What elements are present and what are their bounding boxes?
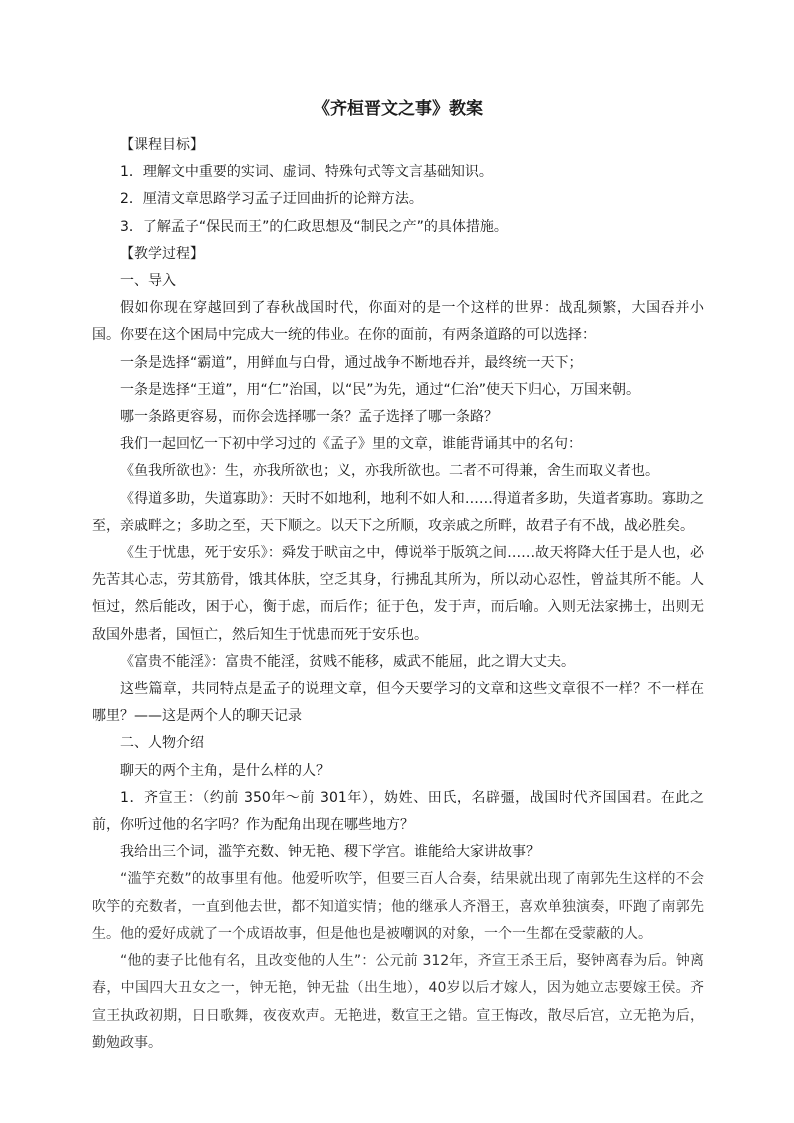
- paragraph: “滥竽充数”的故事里有他。他爱听吹竽，但要三百人合奏，结果就出现了南郭先生这样的不会吹竽的充数者，一直到他去世，都不知道实情；他的继承人齐湣王，喜欢单独演奏，吓跑了南郭先生。他的爱好成就了一个成语故事，但是他也是被嘲讽的对象，一个一生都在受蒙蔽的人。: [92, 871, 704, 942]
- paragraph: 我们一起回忆一下初中学习过的《孟子》里的文章，谁能背诵其中的名句：: [120, 436, 582, 453]
- document-body: [92, 132, 704, 1057]
- section-heading-objectives: 【课程目标】: [120, 137, 204, 153]
- paragraph: 哪一条路更容易，而你会选择哪一条？孟子选择了哪一条路？: [120, 409, 498, 426]
- quote-paragraph: 《富贵不能淫》：富贵不能淫，贫贱不能移，威武不能屈，此之谓大丈夫。: [120, 653, 575, 670]
- subheading-intro: 一、导入: [120, 273, 176, 290]
- quote-paragraph: 《生于忧患，死于安乐》：舜发于畎亩之中，傅说举于版筑之间……故天将降大任于是人也，必先苦其心志，劳其筋骨，饿其体肤，空乏其身，行拂乱其所为，所以动心忍性，曾益其所不能。人恒过，然后能改，困于心，衡于虑，而后作；征于色，发于声，而后喻。入则无法家拂士，出则无敌国外患者，国恒亡，然后知生于忧患而死于安乐也。: [92, 545, 704, 643]
- document-title: 《齐桓晋文之事》教案: [313, 99, 483, 119]
- objective-item-3: 3．了解孟子“保民而王”的仁政思想及“制民之产”的具体措施。: [120, 218, 508, 235]
- paragraph: “他的妻子比他有名，且改变他的人生”：公元前 312年，齐宣王杀王后，娶钟离春为后。钟离春，中国四大丑女之一，钟无艳，钟无盐（出生地），40岁以后才嫁人，因为她立志要嫁王侯。齐宣王执政初期，日日歌舞，夜夜欢声。无艳进，数宣王之错。宣王悔改，散尽后宫，立无艳为后，勤勉政事。: [92, 953, 704, 1051]
- objective-item-1: 1．理解文中重要的实词、虚词、特殊句式等文言基础知识。: [120, 164, 493, 181]
- paragraph: 一条是选择“霸道”，用鲜血与白骨，通过战争不断地吞并，最终统一天下；: [120, 354, 583, 371]
- paragraph: 这些篇章，共同特点是孟子的说理文章，但今天要学习的文章和这些文章很不一样？不一样在哪里？——这是两个人的聊天记录: [92, 681, 704, 725]
- paragraph: 1．齐宣王：（约前 350年～前 301年），妫姓、田氏，名辟彊，战国时代齐国国君。在此之前，你听过他的名字吗？作为配角出现在哪些地方？: [92, 789, 704, 834]
- paragraph: 聊天的两个主角，是什么样的人？: [120, 762, 330, 779]
- paragraph: 假如你现在穿越回到了春秋战国时代，你面对的是一个这样的世界：战乱频繁，大国吞并小国。你要在这个困局中完成大一统的伟业。在你的面前，有两条道路的可以选择：: [92, 300, 704, 344]
- quote-paragraph: 《鱼我所欲也》：生，亦我所欲也；义，亦我所欲也。二者不可得兼，舍生而取义者也。: [120, 463, 659, 480]
- quote-paragraph: 《得道多助，失道寡助》：天时不如地利，地利不如人和……得道者多助，失道者寡助。寡助之至，亲戚畔之；多助之至，天下顺之。以天下之所顺，攻亲戚之所畔，故君子有不战，战必胜矣。: [92, 490, 704, 534]
- paragraph: 一条是选择“王道”，用“仁”治国，以“民”为先，通过“仁治”使天下归心，万国来朝。: [120, 381, 641, 398]
- objective-item-2: 2．厘清文章思路学习孟子迂回曲折的论辩方法。: [120, 191, 423, 208]
- subheading-characters: 二、人物介绍: [120, 735, 204, 752]
- paragraph: 我给出三个词，滥竽充数、钟无艳、稷下学宫。谁能给大家讲故事？: [120, 844, 540, 861]
- section-heading-process: 【教学过程】: [120, 245, 204, 262]
